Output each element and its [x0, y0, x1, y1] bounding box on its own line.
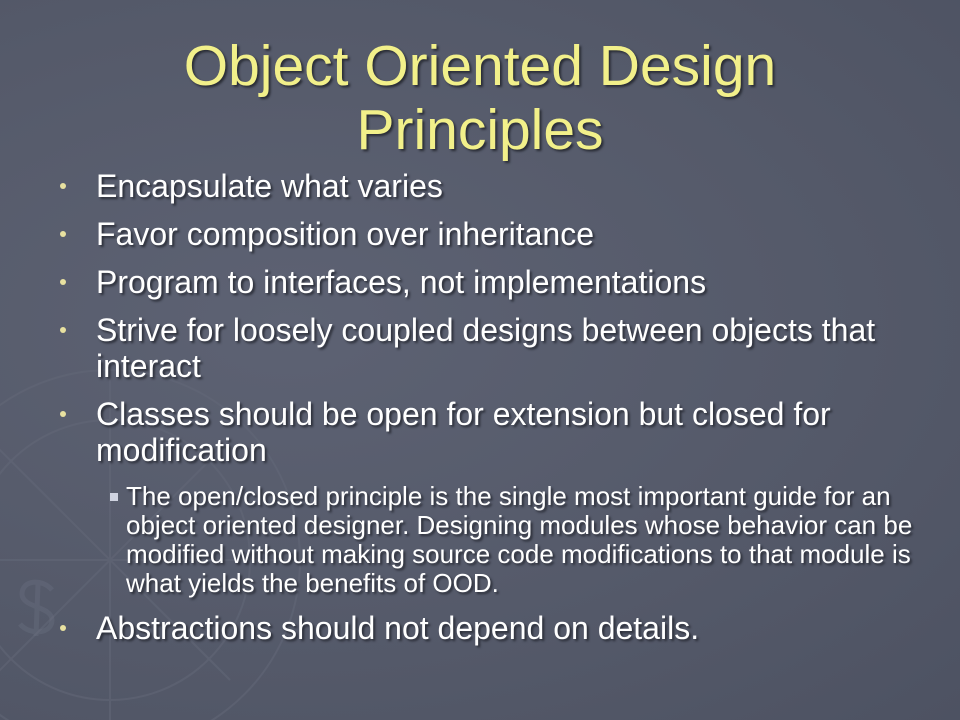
sub-bullet-text: The open/closed principle is the single most important guide for an object oriented designer. Designing modules whose behavior can be modified without making source code modifications to that module is what yields the benefits of OOD. — [126, 481, 913, 598]
slide-title — [0, 34, 960, 162]
bullet-dot-icon — [60, 411, 66, 417]
bullet-item — [58, 610, 928, 646]
title-line-1: Object Oriented Design — [183, 34, 777, 98]
bullet-item — [58, 168, 928, 204]
bullet-item — [58, 312, 928, 384]
sub-bullet-item — [96, 482, 928, 598]
bullet-dot-icon — [60, 327, 66, 333]
bullet-dot-icon — [60, 183, 66, 189]
bullet-text: Classes should be open for extension but closed for modification — [96, 396, 831, 468]
bullet-text: Abstractions should not depend on details. — [96, 610, 700, 646]
bullet-text: Program to interfaces, not implementations — [96, 264, 707, 300]
bullet-text: Strive for loosely coupled designs between objects that interact — [96, 312, 876, 384]
bullet-item — [58, 396, 928, 598]
bullet-item — [58, 216, 928, 252]
bullet-list — [58, 168, 928, 658]
bullet-dot-icon — [60, 231, 66, 237]
bullet-text: Encapsulate what varies — [96, 168, 443, 204]
bullet-text: Favor composition over inheritance — [96, 216, 595, 252]
bullet-item — [58, 264, 928, 300]
dollar-sign-watermark — [20, 582, 52, 636]
title-line-2: Principles — [356, 98, 604, 162]
bullet-dot-icon — [60, 279, 66, 285]
bullet-dot-icon — [60, 625, 66, 631]
square-bullet-icon — [110, 493, 118, 501]
sub-bullet-list — [96, 482, 928, 598]
